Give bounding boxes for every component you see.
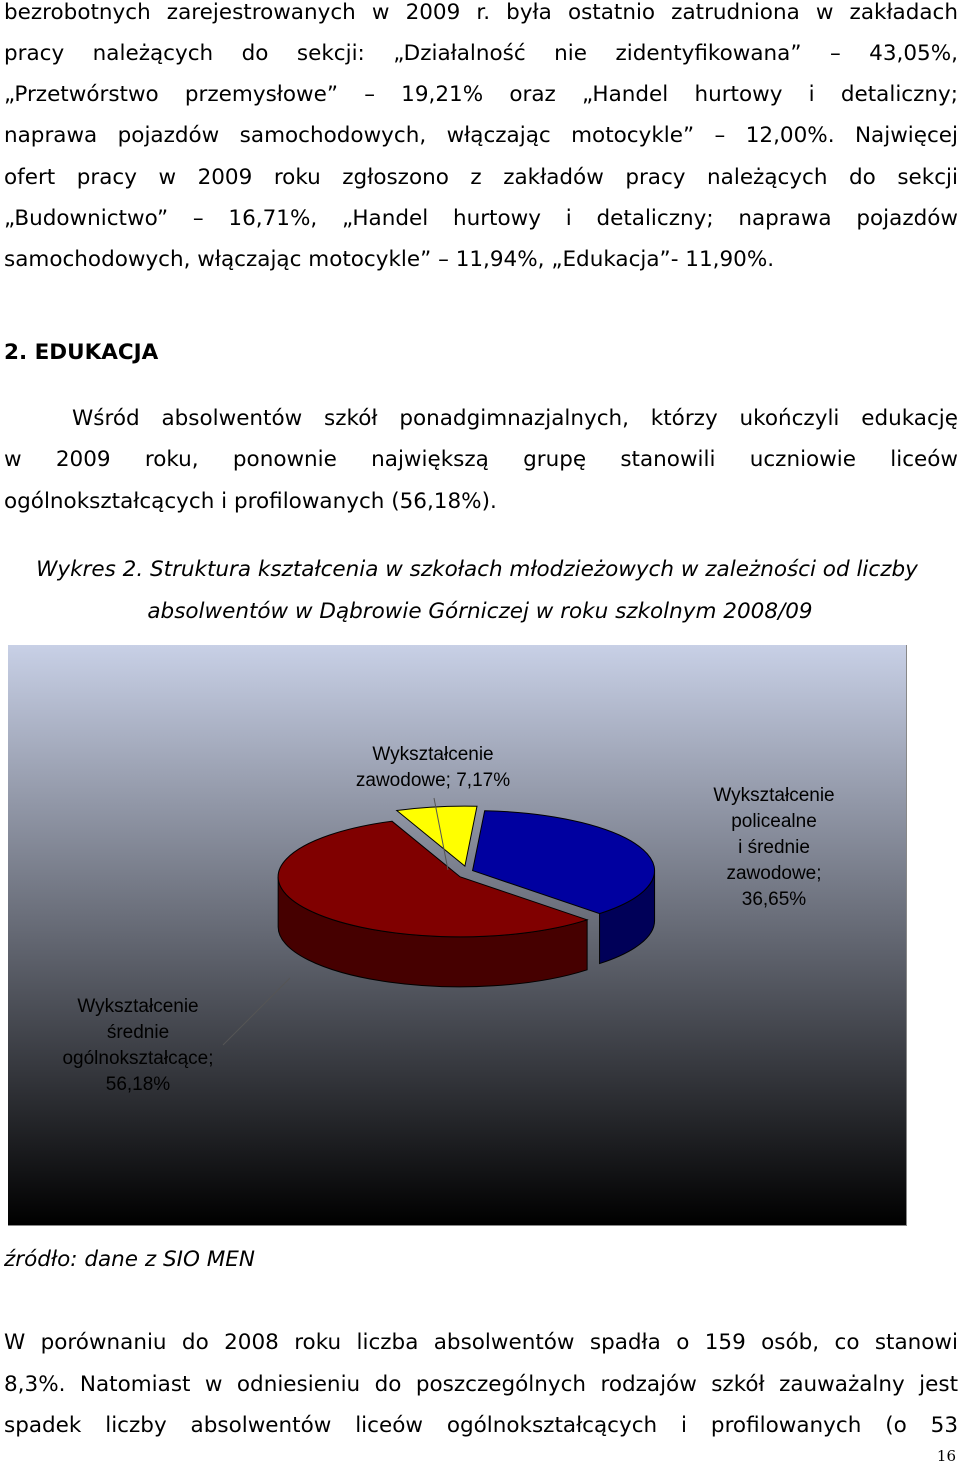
text-line: samochodowych, włączając motocykle” – 11,94%, „Edukacja”- 11,90%. <box>4 247 775 272</box>
slice-label-ogolnoksztalcace <box>48 994 228 1098</box>
slice-label-line: Wykształcenie <box>713 785 835 806</box>
pie-chart-svg <box>8 645 906 1225</box>
text-line: „Przetwórstwo przemysłowe” – 19,21% oraz „Handel hurtowy i detaliczny; <box>4 82 958 107</box>
text-line: ogólnokształcących i profilowanych (56,18%). <box>4 489 497 514</box>
figure-caption: absolwentów w Dąbrowie Górniczej w roku szkolnym 2008/09 <box>147 599 813 624</box>
slice-label-line: średnie <box>106 1022 170 1043</box>
text-line: W porównaniu do 2008 roku liczba absolwentów spadła o 159 osób, co stanowi <box>4 1330 958 1355</box>
text-line: spadek liczby absolwentów liceów ogólnokształcących i profilowanych (o 53 <box>4 1413 958 1438</box>
slice-label-line: zawodowe; 7,17% <box>355 770 511 791</box>
slice-label-zawodowe <box>338 742 528 794</box>
slice-label-line: zawodowe; <box>726 863 822 884</box>
figure-caption: Wykres 2. Struktura kształcenia w szkołach młodzieżowych w zależności od liczby <box>36 557 918 582</box>
text-line: w 2009 roku, ponownie największą grupę stanowili uczniowie liceów <box>4 447 958 472</box>
pie-chart <box>8 645 907 1226</box>
text-line: Wśród absolwentów szkół ponadgimnazjalnych, którzy ukończyli edukację <box>72 406 958 431</box>
slice-label-line: i średnie <box>738 837 810 858</box>
source-note: źródło: dane z SIO MEN <box>4 1247 255 1272</box>
slice-label-policealne <box>684 783 864 913</box>
section-heading: 2. EDUKACJA <box>4 340 159 365</box>
slice-label-line: Wykształcenie <box>77 996 199 1017</box>
text-line: pracy należących do sekcji: „Działalność nie zidentyfikowana” – 43,05%, <box>4 41 958 66</box>
slice-label-line: ogólnokształcące; <box>62 1048 214 1069</box>
page-number: 16 <box>936 1447 956 1465</box>
slice-label-line: Wykształcenie <box>372 744 494 765</box>
text-line: naprawa pojazdów samochodowych, włączając motocykle” – 12,00%. Najwięcej <box>4 123 958 148</box>
slice-label-line: 56,18% <box>105 1074 171 1095</box>
slice-label-line: policealne <box>731 811 817 832</box>
text-line: bezrobotnych zarejestrowanych w 2009 r. była ostatnio zatrudniona w zakładach <box>4 0 958 25</box>
text-line: 8,3%. Natomiast w odniesieniu do poszczególnych rodzajów szkół zauważalny jest <box>4 1372 958 1397</box>
text-line: „Budownictwo” – 16,71%, „Handel hurtowy i detaliczny; naprawa pojazdów <box>4 206 958 231</box>
slice-label-line: 36,65% <box>741 889 807 910</box>
text-line: ofert pracy w 2009 roku zgłoszono z zakładów pracy należących do sekcji <box>4 165 958 190</box>
